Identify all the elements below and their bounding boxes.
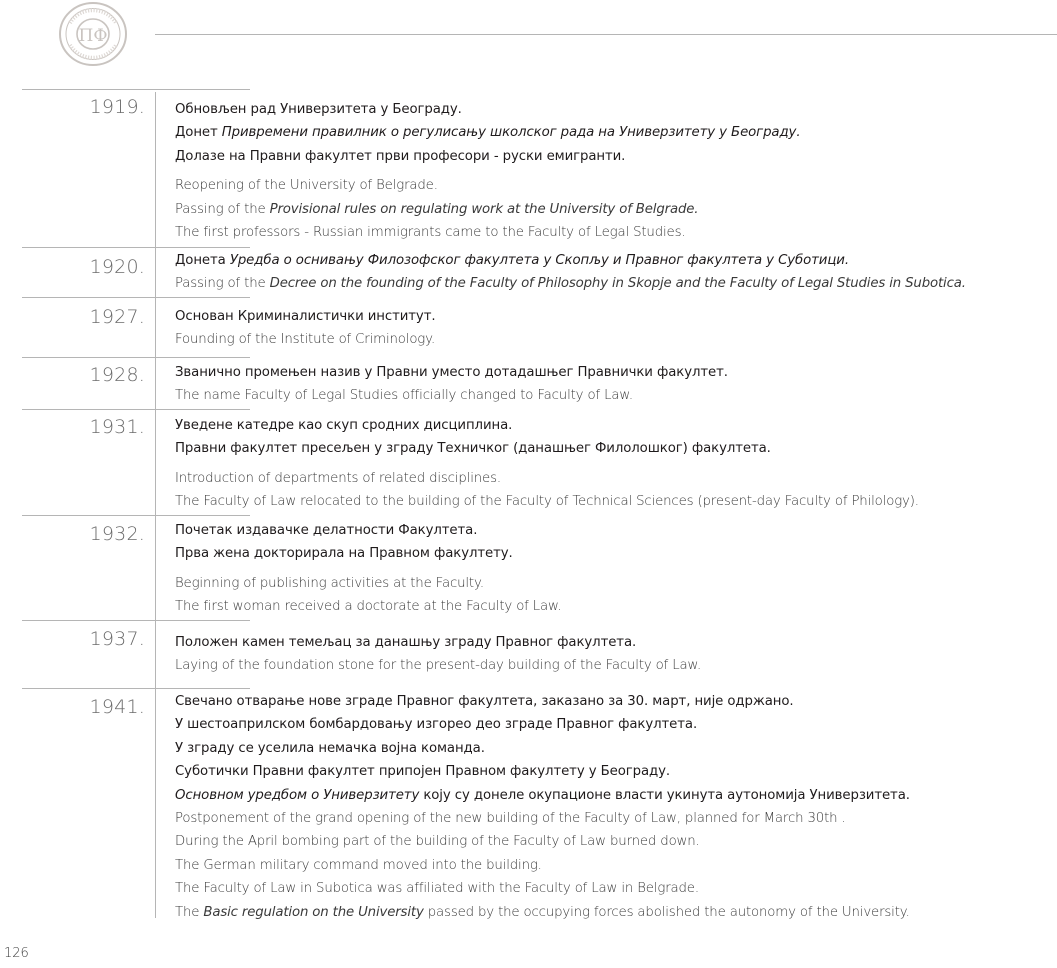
entry-text-sr: Уведене катедре као скуп сродних дисциплина. <box>175 418 513 433</box>
entry-year: 1941. <box>89 696 145 718</box>
entry-text-sr: У зграду се уселила немачка војна команда. <box>175 740 485 756</box>
entry-text-en: Laying of the foundation stone for the present-day building of the Faculty of Law. <box>175 658 702 674</box>
entry-year: 1928. <box>89 364 145 386</box>
entry-year: 1932. <box>89 523 145 545</box>
timeline-entry <box>175 361 1035 408</box>
entry-text-sr: Донет Привремени правилник о регулисању школског рада на Универзитету у Београду. <box>175 125 801 141</box>
entry-text-sr: Прва жена докторирала на Правном факултету. <box>175 546 513 562</box>
entry-text-en: Postponement of the grand opening of the new building of the Faculty of Law, planned for March 30th . <box>175 811 846 827</box>
entry-text-en: Introduction of departments of related disciplines. <box>175 470 501 486</box>
page-number: 126 <box>4 946 29 961</box>
entry-text-en: The Faculty of Law relocated to the building of the Faculty of Technical Sciences (present-day Faculty of Philology). <box>175 494 919 510</box>
entry-text-en: The German military command moved into the building. <box>175 857 542 873</box>
entry-separator <box>22 515 250 516</box>
entry-separator <box>22 247 250 248</box>
entry-text-sr: Званично промењен назив у Правни уместо дотадашњег Правнички факултет. <box>175 365 728 380</box>
entry-separator <box>22 688 250 689</box>
entry-separator <box>22 297 250 298</box>
entry-text-sr: Долазе на Правни факултет први професори - руски емигранти. <box>175 148 626 164</box>
entry-text-sr: Основном уредбом о Универзитету коју су донеле окупационе власти укинута аутономија Универзитета. <box>175 787 910 803</box>
entry-separator <box>22 89 250 90</box>
timeline-entry <box>175 414 1035 514</box>
timeline-entry <box>175 631 1035 678</box>
entry-text-en: Passing of the Provisional rules on regulating work at the University of Belgrade. <box>175 201 699 217</box>
entry-text-sr: Свечано отварање нове зграде Правног факултета, заказано за 30. март, није одржано. <box>175 694 794 709</box>
faculty-seal-logo <box>58 1 128 67</box>
header-rule <box>155 34 1057 35</box>
entry-text-en: The Basic regulation on the University passed by the occupying forces abolished the autonomy of the University. <box>175 904 910 920</box>
entry-text-sr: Почетак издавачке делатности Факултета. <box>175 523 478 538</box>
entry-text-sr: У шестоаприлском бомбардовању изгорео део зграде Правног факултета. <box>175 717 698 733</box>
entry-text-sr: Основан Криминалистички институт. <box>175 309 436 324</box>
timeline-entry <box>175 690 1035 924</box>
entry-separator <box>22 620 250 621</box>
entry-text-sr: Положен камен темељац за данашњу зграду Правног факултета. <box>175 635 637 650</box>
entry-year: 1937. <box>89 628 145 650</box>
timeline-entry <box>175 98 1035 244</box>
entry-text-en: The Faculty of Law in Subotica was affiliated with the Faculty of Law in Belgrade. <box>175 881 699 897</box>
entry-text-en: Founding of the Institute of Criminology. <box>175 332 436 348</box>
entry-year: 1920. <box>89 256 145 278</box>
timeline-entry <box>175 519 1035 619</box>
entry-separator <box>22 409 250 410</box>
entry-text-en: The first professors - Russian immigrants came to the Faculty of Legal Studies. <box>175 225 686 241</box>
svg-text:ПФ: ПФ <box>78 26 108 46</box>
entry-text-sr: Обновљен рад Универзитета у Београду. <box>175 102 462 117</box>
entry-text-en: Passing of the Decree on the founding of the Faculty of Philosophy in Skopje and the Faculty of Legal Studies in Subotica. <box>175 276 966 292</box>
entry-text-en: The first woman received a doctorate at the Faculty of Law. <box>175 599 562 615</box>
entry-year: 1927. <box>89 306 145 328</box>
entry-text-en: Beginning of publishing activities at the Faculty. <box>175 575 484 591</box>
entry-text-sr: Донета Уредба о оснивању Филозофског факултета у Скопљу и Правног факултета у Суботици. <box>175 253 849 268</box>
entry-year: 1931. <box>89 416 145 438</box>
entry-text-sr: Суботички Правни факултет припојен Правном факултету у Београду. <box>175 764 671 780</box>
entry-year: 1919. <box>89 96 145 118</box>
timeline-axis <box>155 92 156 918</box>
entry-separator <box>22 357 250 358</box>
timeline-entry <box>175 249 1035 296</box>
entry-text-en: The name Faculty of Legal Studies officially changed to Faculty of Law. <box>175 388 633 404</box>
entry-text-sr: Правни факултет пресељен у зграду Техничког (данашњег Филолошког) факултета. <box>175 441 771 457</box>
entry-text-en: Reopening of the University of Belgrade. <box>175 178 438 194</box>
timeline-entry <box>175 305 1035 352</box>
entry-text-en: During the April bombing part of the building of the Faculty of Law burned down. <box>175 834 700 850</box>
